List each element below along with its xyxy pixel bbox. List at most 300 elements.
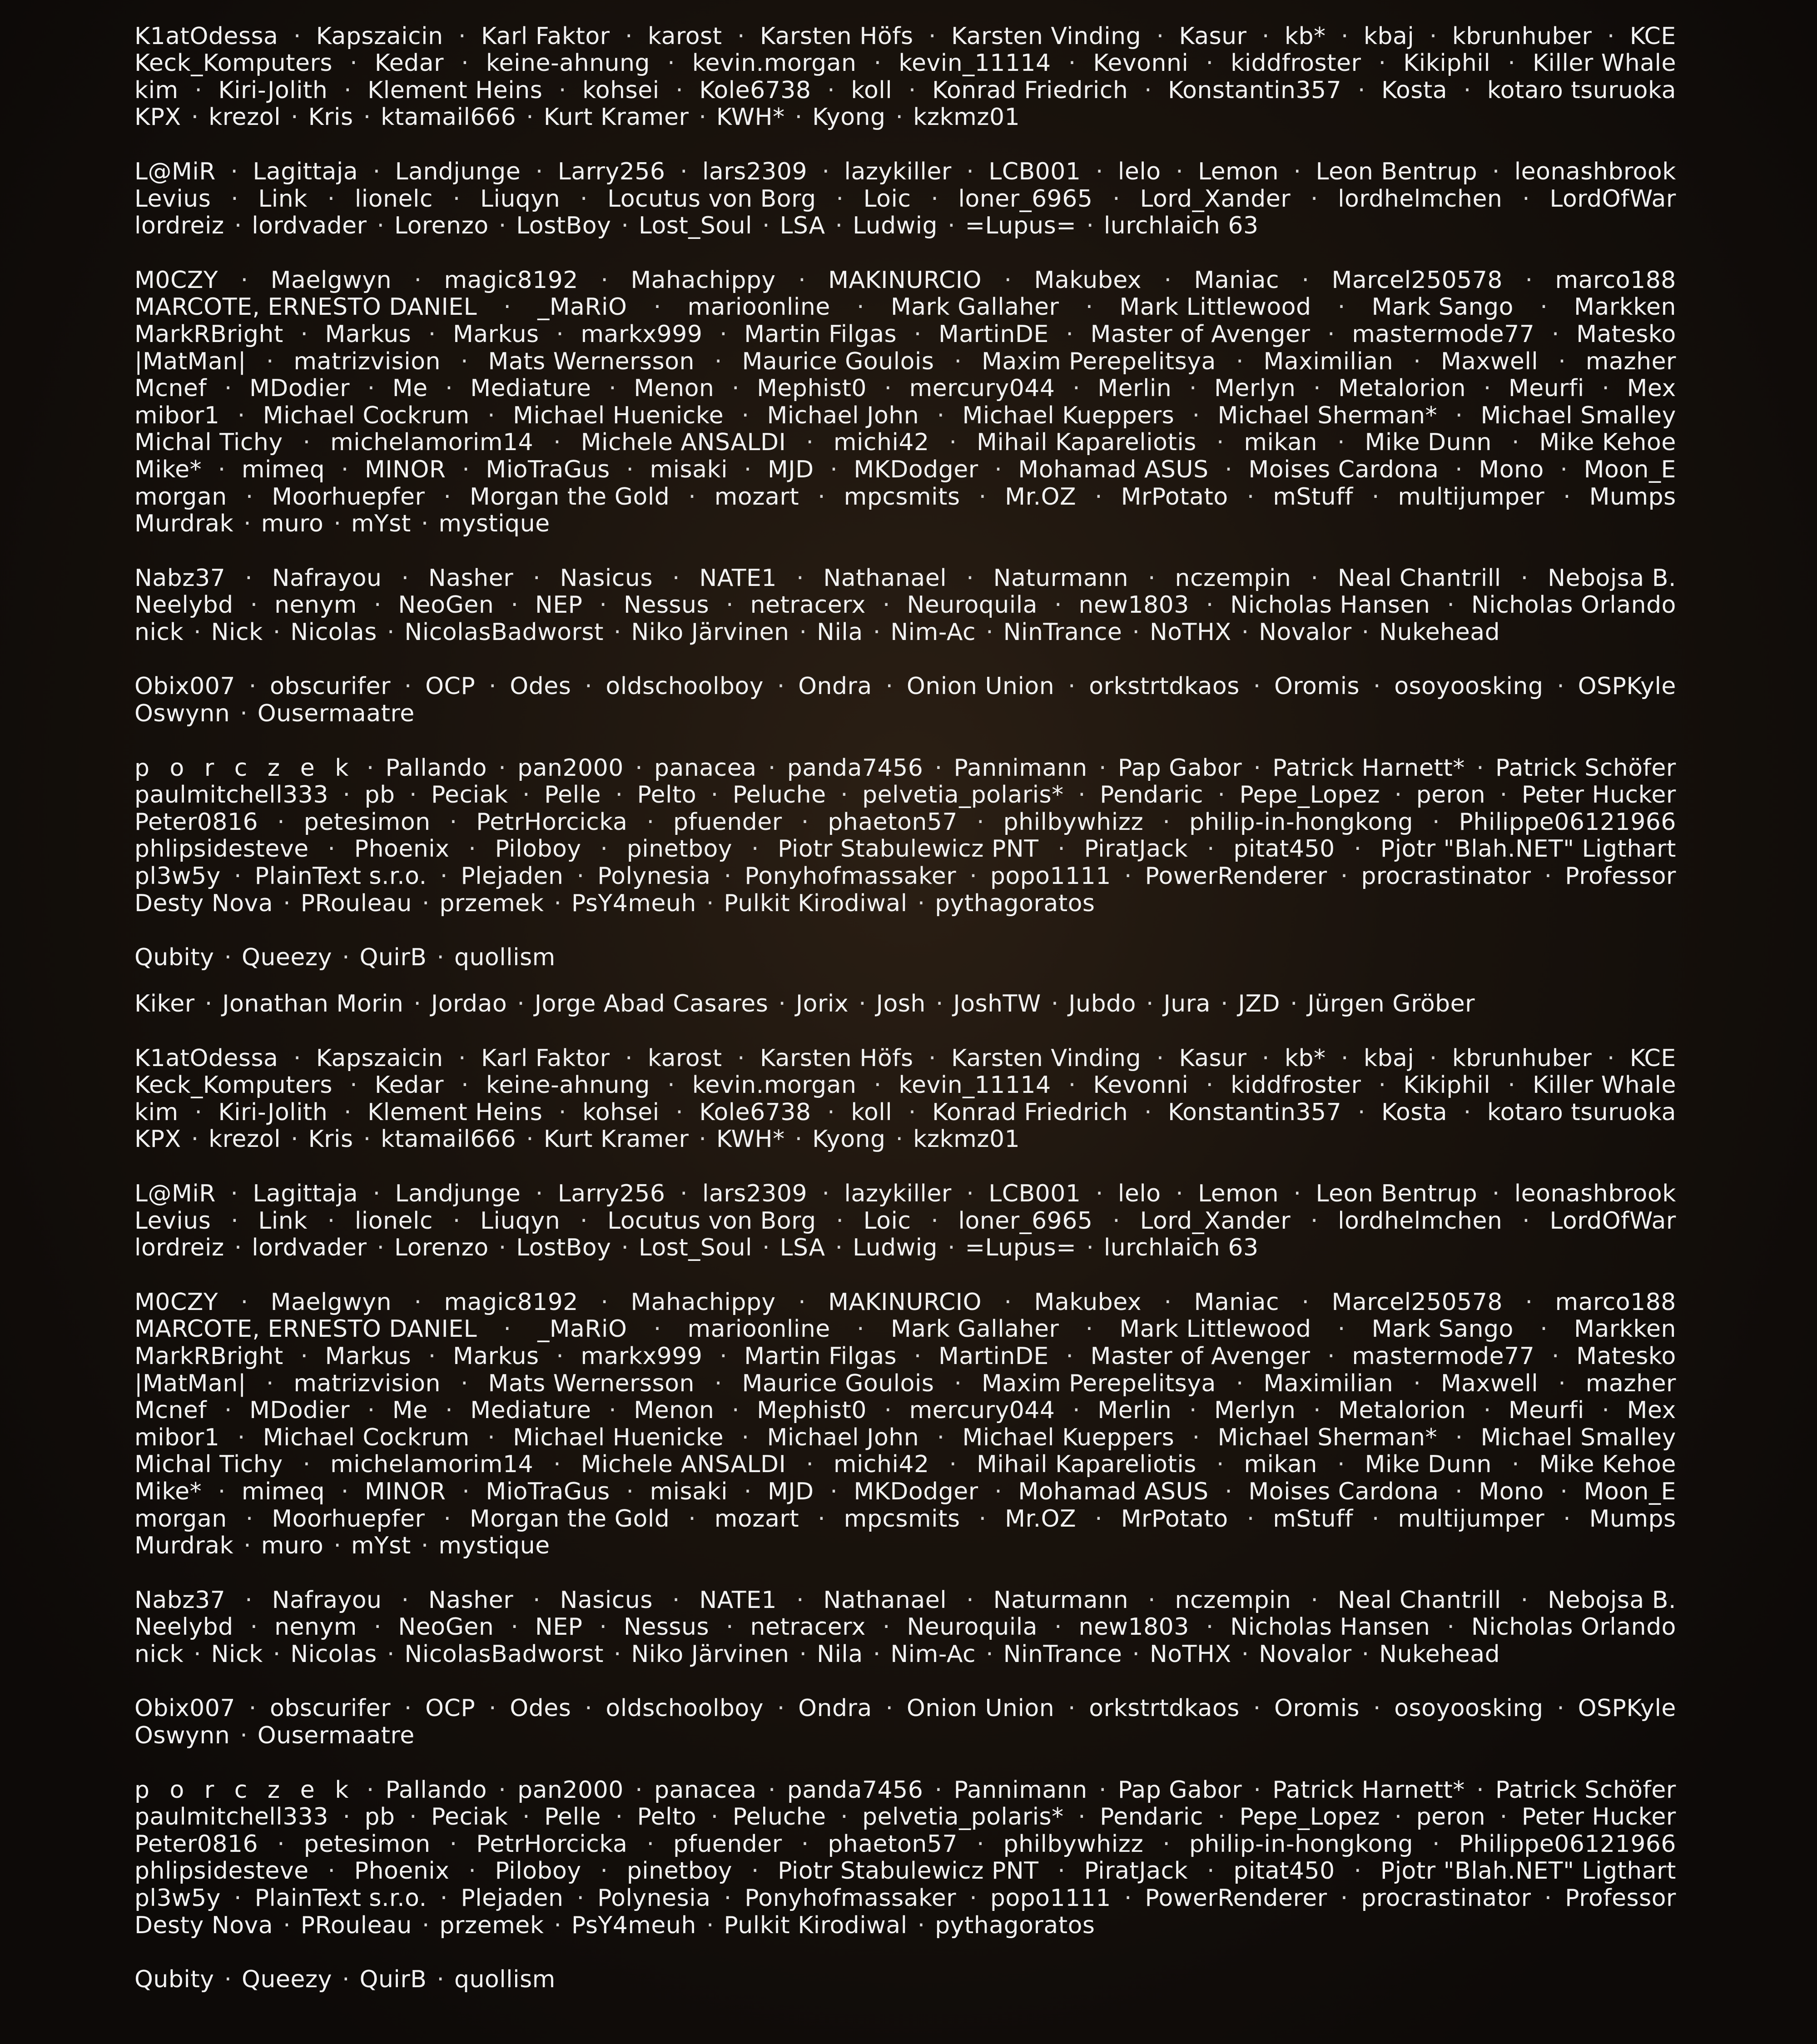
separator-dot: · bbox=[1429, 1044, 1437, 1072]
separator-dot: · bbox=[1241, 1640, 1249, 1668]
credits-line bbox=[134, 1912, 1676, 1940]
separator-dot: · bbox=[414, 266, 422, 294]
separator-dot: · bbox=[503, 293, 511, 321]
contributor-name: mikan bbox=[1244, 1451, 1317, 1478]
contributor-name: Kurt Kramer bbox=[543, 1126, 689, 1153]
separator-dot: · bbox=[556, 320, 564, 348]
separator-dot: · bbox=[1078, 1803, 1086, 1831]
contributor-name: Maurice Goulois bbox=[742, 1369, 934, 1397]
contributor-name: Ousermaatre bbox=[257, 1722, 415, 1750]
separator-dot: · bbox=[1394, 781, 1402, 809]
separator-dot: · bbox=[248, 1695, 257, 1722]
separator-dot: · bbox=[1086, 212, 1094, 240]
contributor-name: PowerRenderer bbox=[1145, 1885, 1327, 1912]
separator-dot: · bbox=[421, 1532, 429, 1560]
contributor-name: Moon_E bbox=[1584, 456, 1676, 483]
contributor-name: Lord_Xander bbox=[1140, 185, 1291, 213]
contributor-name: Mark Sango bbox=[1371, 1315, 1514, 1343]
contributor-name: kbaj bbox=[1363, 22, 1415, 50]
separator-dot: · bbox=[672, 564, 680, 592]
contributor-name: LCB001 bbox=[988, 158, 1081, 185]
separator-dot: · bbox=[884, 375, 892, 402]
contributor-name: Maximilian bbox=[1263, 1369, 1394, 1397]
contributor-name: lordvader bbox=[252, 1234, 367, 1262]
separator-dot: · bbox=[273, 1640, 281, 1668]
credits-list bbox=[134, 0, 1676, 999]
contributor-name: Mediature bbox=[470, 375, 591, 402]
separator-dot: · bbox=[250, 1613, 258, 1641]
contributor-name: Liuqyn bbox=[480, 1207, 561, 1235]
separator-dot: · bbox=[522, 781, 530, 809]
credits-line bbox=[134, 186, 1676, 213]
contributor-name: pb bbox=[364, 781, 395, 809]
separator-dot: · bbox=[1216, 429, 1224, 456]
separator-dot: · bbox=[1455, 1424, 1463, 1451]
contributor-name: leonashbrook bbox=[1514, 1180, 1676, 1207]
contributor-name: mystique bbox=[438, 1532, 550, 1560]
contributor-name: OSPKyle bbox=[1578, 673, 1676, 700]
contributor-name: Peluche bbox=[732, 1803, 826, 1831]
separator-dot: · bbox=[443, 483, 451, 511]
separator-dot: · bbox=[1206, 1613, 1214, 1641]
contributor-name: Karsten Höfs bbox=[760, 1044, 913, 1072]
separator-dot: · bbox=[1476, 1776, 1484, 1804]
contributor-name: Konrad Friedrich bbox=[932, 76, 1128, 104]
contributor-name: MINOR bbox=[364, 1478, 446, 1505]
separator-dot: · bbox=[1327, 1342, 1335, 1370]
separator-dot: · bbox=[1067, 673, 1076, 700]
separator-dot: · bbox=[1148, 1586, 1156, 1614]
contributor-name: Mark Littlewood bbox=[1119, 1315, 1311, 1343]
separator-dot: · bbox=[1313, 1397, 1321, 1424]
separator-dot: · bbox=[1148, 564, 1156, 592]
contributor-name: Kapszaicin bbox=[316, 1044, 443, 1072]
contributor-name: KWH* bbox=[716, 104, 785, 131]
separator-dot: · bbox=[1144, 76, 1152, 104]
contributor-name: Jorix bbox=[795, 990, 849, 1017]
contributor-name: Larry256 bbox=[557, 1180, 665, 1207]
separator-dot: · bbox=[934, 1776, 943, 1804]
contributor-name: leonashbrook bbox=[1514, 158, 1676, 185]
contributor-name: kzkmz01 bbox=[913, 1126, 1020, 1153]
credits-group bbox=[134, 159, 1676, 240]
separator-dot: · bbox=[699, 104, 706, 131]
separator-dot: · bbox=[731, 1397, 740, 1424]
separator-dot: · bbox=[498, 754, 506, 782]
contributor-name: Marcel250578 bbox=[1331, 266, 1503, 294]
contributor-name: MARCOTE, ERNESTO DANIEL bbox=[134, 1315, 477, 1343]
credits-line bbox=[134, 863, 1676, 890]
separator-dot: · bbox=[835, 1234, 843, 1262]
separator-dot: · bbox=[928, 1044, 936, 1072]
separator-dot: · bbox=[1540, 1315, 1548, 1343]
credits-line bbox=[134, 673, 1676, 700]
contributor-name: QuirB bbox=[359, 944, 427, 972]
contributor-name: Me bbox=[392, 375, 428, 402]
contributor-name: Merlyn bbox=[1214, 375, 1296, 402]
separator-dot: · bbox=[363, 1126, 371, 1153]
separator-dot: · bbox=[710, 781, 719, 809]
credits-line bbox=[134, 1777, 1676, 1804]
contributor-name: Morgan the Gold bbox=[469, 1505, 670, 1533]
contributor-name: Konstantin357 bbox=[1168, 76, 1342, 104]
contributor-name: Kikiphil bbox=[1403, 50, 1491, 77]
contributor-name: Martin Filgas bbox=[744, 320, 897, 348]
contributor-name: Maxwell bbox=[1440, 1369, 1539, 1397]
contributor-name: Neal Chantrill bbox=[1337, 564, 1501, 592]
contributor-name: LSA bbox=[779, 1234, 825, 1262]
separator-dot: · bbox=[1311, 564, 1318, 592]
contributor-name: Patrick Harnett* bbox=[1272, 1776, 1465, 1804]
contributor-name: Michael Huenicke bbox=[513, 402, 724, 429]
credits-line bbox=[134, 1641, 1676, 1668]
credits-line bbox=[134, 836, 1676, 863]
separator-dot: · bbox=[377, 212, 385, 240]
separator-dot: · bbox=[917, 1911, 925, 1939]
contributor-name: QuirB bbox=[359, 1966, 427, 1994]
separator-dot: · bbox=[414, 1288, 422, 1316]
separator-dot: · bbox=[218, 1478, 226, 1505]
contributor-name: Pjotr "Blah.NET" Ligthart bbox=[1380, 1857, 1676, 1885]
separator-dot: · bbox=[699, 1126, 706, 1153]
separator-dot: · bbox=[794, 104, 803, 131]
credits-line bbox=[134, 375, 1676, 402]
contributor-name: Loic bbox=[863, 185, 911, 213]
credits-line bbox=[134, 104, 1676, 131]
separator-dot: · bbox=[994, 456, 1002, 483]
contributor-name: Mark Sango bbox=[1371, 293, 1514, 321]
contributor-name: Keck_Komputers bbox=[134, 1072, 333, 1099]
separator-dot: · bbox=[948, 1234, 955, 1262]
contributor-name: Patrick Harnett* bbox=[1272, 754, 1465, 782]
contributor-name: procrastinator bbox=[1361, 863, 1531, 890]
separator-dot: · bbox=[1241, 618, 1249, 646]
contributor-name: peron bbox=[1416, 781, 1486, 809]
separator-dot: · bbox=[822, 158, 830, 185]
separator-dot: · bbox=[931, 185, 938, 213]
separator-dot: · bbox=[240, 266, 248, 294]
separator-dot: · bbox=[1098, 754, 1107, 782]
separator-dot: · bbox=[741, 1424, 750, 1451]
contributor-name: Philippe06121966 bbox=[1459, 1830, 1676, 1858]
contributor-name: Pallando bbox=[385, 1776, 487, 1804]
contributor-name: Pulkit Kirodiwal bbox=[724, 889, 908, 917]
credits-group bbox=[134, 944, 1676, 972]
credits-scroll-panel[interactable] bbox=[134, 0, 1676, 1022]
contributor-name: pelvetia_polaris* bbox=[862, 781, 1064, 809]
separator-dot: · bbox=[1236, 347, 1244, 375]
separator-dot: · bbox=[653, 1315, 661, 1343]
credits-group bbox=[134, 267, 1676, 538]
separator-dot: · bbox=[1432, 808, 1440, 836]
contributor-name: koll bbox=[851, 1098, 893, 1126]
credits-line bbox=[134, 1695, 1676, 1722]
separator-dot: · bbox=[1354, 835, 1361, 863]
separator-dot: · bbox=[1156, 22, 1164, 50]
separator-dot: · bbox=[1086, 1234, 1094, 1262]
separator-dot: · bbox=[1337, 1315, 1345, 1343]
contributor-name: misaki bbox=[650, 1478, 728, 1505]
separator-dot: · bbox=[234, 1885, 242, 1912]
contributor-name: orkstrtdkaos bbox=[1089, 1695, 1240, 1722]
contributor-name: Mr.OZ bbox=[1005, 1505, 1077, 1533]
credits-line bbox=[134, 429, 1676, 456]
credits-line bbox=[134, 592, 1676, 619]
credits-line bbox=[134, 1316, 1676, 1343]
contributor-name: Neelybd bbox=[134, 1613, 233, 1641]
contributor-name: lordreiz bbox=[134, 212, 224, 240]
separator-dot: · bbox=[194, 618, 201, 646]
contributor-name: michelamorim14 bbox=[330, 429, 534, 456]
separator-dot: · bbox=[1429, 22, 1437, 50]
separator-dot: · bbox=[576, 863, 585, 890]
separator-dot: · bbox=[626, 456, 634, 483]
contributor-name: KPX bbox=[134, 104, 181, 131]
contributor-name: kohsei bbox=[582, 1098, 660, 1126]
separator-dot: · bbox=[937, 402, 945, 429]
contributor-name: panda7456 bbox=[787, 1776, 923, 1804]
contributor-name: Neuroquila bbox=[907, 591, 1038, 619]
contributor-name: L@MiR bbox=[134, 158, 216, 185]
separator-dot: · bbox=[1463, 1098, 1471, 1126]
contributor-name: Killer Whale bbox=[1532, 50, 1676, 77]
separator-dot: · bbox=[224, 944, 232, 972]
contributor-name: Leon Bentrup bbox=[1316, 1180, 1478, 1207]
credits-line bbox=[134, 1858, 1676, 1885]
separator-dot: · bbox=[1246, 1505, 1255, 1533]
contributor-name: phaeton57 bbox=[828, 1830, 958, 1858]
separator-dot: · bbox=[343, 1803, 350, 1831]
contributor-name: PetrHorcicka bbox=[476, 1830, 628, 1858]
contributor-name: Nick bbox=[211, 1640, 263, 1668]
separator-dot: · bbox=[994, 1478, 1002, 1505]
contributor-name: Nicholas Orlando bbox=[1471, 591, 1676, 619]
credits-scroll-panel-repeat[interactable] bbox=[134, 990, 1676, 2044]
contributor-name: Mark Gallaher bbox=[890, 293, 1059, 321]
contributor-name: Phoenix bbox=[354, 835, 450, 863]
separator-dot: · bbox=[445, 1397, 453, 1424]
contributor-name: pythagoratos bbox=[935, 889, 1095, 917]
separator-dot: · bbox=[720, 320, 727, 348]
separator-dot: · bbox=[1340, 1885, 1348, 1912]
separator-dot: · bbox=[533, 564, 541, 592]
separator-dot: · bbox=[1492, 158, 1500, 185]
separator-dot: · bbox=[714, 1369, 722, 1397]
separator-dot: · bbox=[1563, 483, 1571, 511]
contributor-name: Metalorion bbox=[1338, 375, 1466, 402]
credits-line bbox=[134, 1397, 1676, 1424]
contributor-name: Neuroquila bbox=[907, 1613, 1038, 1641]
credits-line bbox=[134, 944, 1676, 972]
contributor-name: Ponyhofmassaker bbox=[745, 863, 957, 890]
separator-dot: · bbox=[600, 835, 608, 863]
contributor-name: mibor1 bbox=[134, 402, 220, 429]
separator-dot: · bbox=[1607, 22, 1615, 50]
contributor-name: Landjunge bbox=[395, 158, 521, 185]
contributor-name: pfuender bbox=[673, 808, 782, 836]
contributor-name: Neelybd bbox=[134, 591, 233, 619]
credits-line bbox=[134, 890, 1676, 918]
contributor-name: multijumper bbox=[1398, 483, 1545, 511]
separator-dot: · bbox=[1095, 1180, 1103, 1207]
separator-dot: · bbox=[1207, 835, 1215, 863]
separator-dot: · bbox=[234, 1234, 242, 1262]
contributor-name: Plejaden bbox=[461, 863, 564, 890]
contributor-name: Lemon bbox=[1198, 1180, 1279, 1207]
contributor-name: Pelto bbox=[637, 1803, 697, 1831]
contributor-name: Leon Bentrup bbox=[1316, 158, 1478, 185]
separator-dot: · bbox=[966, 1180, 974, 1207]
contributor-name: Karsten Höfs bbox=[760, 22, 913, 50]
separator-dot: · bbox=[440, 863, 448, 890]
contributor-name: Phoenix bbox=[354, 1857, 450, 1885]
separator-dot: · bbox=[303, 1451, 311, 1478]
credits-list-repeat bbox=[134, 991, 1676, 2021]
separator-dot: · bbox=[601, 1288, 608, 1316]
separator-dot: · bbox=[710, 1803, 719, 1831]
separator-dot: · bbox=[1447, 1613, 1455, 1641]
credits-line bbox=[134, 782, 1676, 809]
separator-dot: · bbox=[344, 76, 352, 104]
contributor-name: Ludwig bbox=[853, 1234, 938, 1262]
separator-dot: · bbox=[621, 212, 629, 240]
separator-dot: · bbox=[794, 1126, 803, 1153]
separator-dot: · bbox=[1540, 293, 1548, 321]
contributor-name: MJD bbox=[767, 456, 814, 483]
contributor-name: K1atOdessa bbox=[134, 22, 278, 50]
separator-dot: · bbox=[1378, 50, 1386, 77]
contributor-name: LostBoy bbox=[516, 1234, 611, 1262]
contributor-name: Klement Heins bbox=[367, 1098, 543, 1126]
separator-dot: · bbox=[827, 76, 835, 104]
separator-dot: · bbox=[401, 1586, 409, 1614]
contributor-name: Nicolas bbox=[290, 618, 377, 646]
separator-dot: · bbox=[801, 808, 809, 836]
separator-dot: · bbox=[511, 1613, 518, 1641]
separator-dot: · bbox=[615, 781, 623, 809]
contributor-name: panda7456 bbox=[787, 754, 923, 782]
contributor-name: lionelc bbox=[354, 185, 433, 213]
contributor-name: Kosta bbox=[1381, 1098, 1448, 1126]
contributor-name: Loic bbox=[863, 1207, 911, 1235]
separator-dot: · bbox=[387, 1640, 395, 1668]
contributor-name: NoTHX bbox=[1149, 618, 1231, 646]
separator-dot: · bbox=[234, 212, 242, 240]
contributor-name: Nasher bbox=[428, 564, 514, 592]
separator-dot: · bbox=[366, 754, 374, 782]
contributor-name: Mcnef bbox=[134, 1397, 207, 1424]
contributor-name: Nicholas Orlando bbox=[1471, 1613, 1676, 1641]
separator-dot: · bbox=[327, 1207, 335, 1235]
separator-dot: · bbox=[240, 1722, 248, 1750]
contributor-name: Moon_E bbox=[1584, 1478, 1676, 1505]
separator-dot: · bbox=[768, 754, 776, 782]
contributor-name: Oromis bbox=[1274, 1695, 1360, 1722]
separator-dot: · bbox=[1164, 266, 1172, 294]
separator-dot: · bbox=[437, 944, 444, 972]
separator-dot: · bbox=[293, 22, 301, 50]
separator-dot: · bbox=[1476, 754, 1484, 782]
contributor-name: Mohamad ASUS bbox=[1018, 1478, 1209, 1505]
contributor-name: Merlin bbox=[1097, 375, 1172, 402]
contributor-name: philbywhizz bbox=[1003, 1830, 1144, 1858]
contributor-name: przemek bbox=[439, 1911, 544, 1939]
contributor-name: lordreiz bbox=[134, 1234, 224, 1262]
contributor-name: |MatMan| bbox=[134, 347, 246, 375]
contributor-name: lionelc bbox=[354, 1207, 433, 1235]
contributor-name: Nebojsa B. bbox=[1548, 1586, 1676, 1614]
contributor-name: Murdrak bbox=[134, 510, 234, 538]
separator-dot: · bbox=[885, 673, 894, 700]
credits-line bbox=[134, 619, 1676, 646]
separator-dot: · bbox=[978, 483, 987, 511]
separator-dot: · bbox=[934, 754, 943, 782]
contributor-name: netracerx bbox=[750, 1613, 866, 1641]
separator-dot: · bbox=[1124, 863, 1132, 890]
separator-dot: · bbox=[535, 158, 543, 185]
contributor-name: NeoGen bbox=[398, 1613, 494, 1641]
separator-dot: · bbox=[194, 76, 202, 104]
separator-dot: · bbox=[1373, 1695, 1381, 1722]
separator-dot: · bbox=[1311, 1586, 1318, 1614]
contributor-name: Nila bbox=[817, 618, 863, 646]
separator-dot: · bbox=[558, 1098, 566, 1126]
credits-line bbox=[134, 1045, 1676, 1072]
contributor-name: muro bbox=[261, 1532, 324, 1560]
separator-dot: · bbox=[835, 212, 843, 240]
contributor-name: Michele ANSALDI bbox=[581, 429, 786, 456]
separator-dot: · bbox=[1340, 1044, 1349, 1072]
separator-dot: · bbox=[553, 1451, 561, 1478]
contributor-name: Peluche bbox=[732, 781, 826, 809]
separator-dot: · bbox=[291, 104, 298, 131]
separator-dot: · bbox=[1558, 347, 1566, 375]
separator-dot: · bbox=[935, 990, 943, 1017]
contributor-name: Martin Filgas bbox=[744, 1342, 897, 1370]
separator-dot: · bbox=[873, 618, 881, 646]
contributor-name: Moises Cardona bbox=[1248, 456, 1439, 483]
separator-dot: · bbox=[1340, 22, 1349, 50]
contributor-name: Mark Gallaher bbox=[890, 1315, 1059, 1343]
contributor-name: Patrick Schöfer bbox=[1495, 754, 1676, 782]
contributor-name: Markus bbox=[452, 320, 539, 348]
separator-dot: · bbox=[191, 104, 199, 131]
contributor-name: M0CZY bbox=[134, 266, 218, 294]
separator-dot: · bbox=[830, 456, 838, 483]
contributor-name: Nafrayou bbox=[272, 1586, 382, 1614]
contributor-name: Piloboy bbox=[495, 835, 581, 863]
contributor-name: mYst bbox=[351, 510, 411, 538]
contributor-name: nick bbox=[134, 618, 184, 646]
contributor-name: p o r c z e k bbox=[134, 754, 355, 782]
separator-dot: · bbox=[1192, 1424, 1200, 1451]
contributor-name: morgan bbox=[134, 483, 227, 511]
separator-dot: · bbox=[1520, 564, 1529, 592]
contributor-name: nick bbox=[134, 1640, 184, 1668]
separator-dot: · bbox=[350, 50, 357, 77]
credits-line bbox=[134, 1208, 1676, 1235]
contributor-name: osoyoosking bbox=[1394, 1695, 1544, 1722]
contributor-name: Professor bbox=[1565, 863, 1676, 890]
contributor-name: JZD bbox=[1238, 990, 1281, 1017]
contributor-name: Jordao bbox=[431, 990, 507, 1017]
separator-dot: · bbox=[293, 1044, 301, 1072]
separator-dot: · bbox=[1072, 375, 1080, 402]
contributor-name: MrPotato bbox=[1121, 483, 1228, 511]
separator-dot: · bbox=[333, 510, 341, 538]
separator-dot: · bbox=[526, 1126, 534, 1153]
separator-dot: · bbox=[1085, 293, 1093, 321]
